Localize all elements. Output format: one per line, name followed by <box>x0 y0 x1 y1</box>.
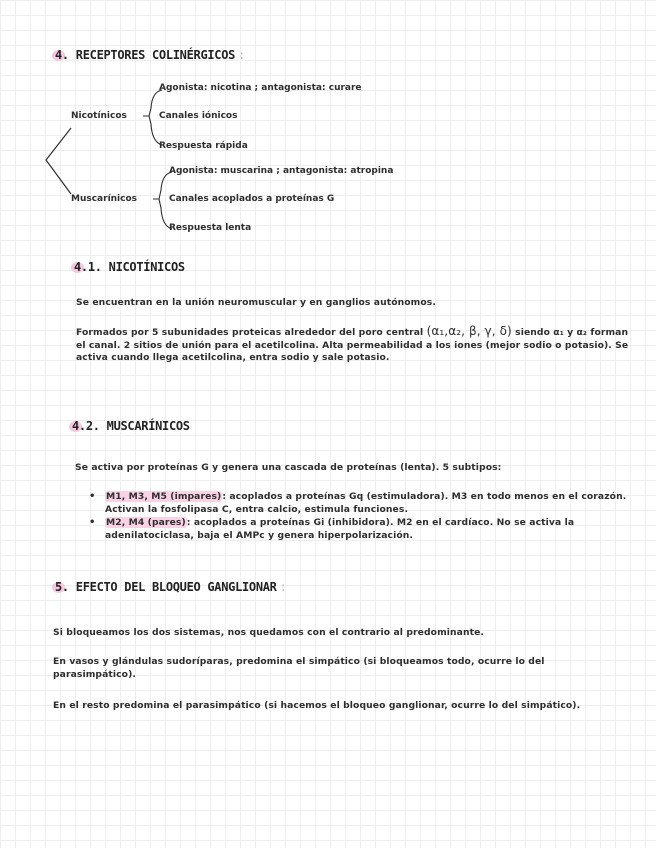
paragraph: Si bloqueamos los dos sistemas, nos quedamos con el contrario al predominante. <box>53 627 485 638</box>
tree-muscarinicos-item: Canales acoplados a proteínas G <box>169 194 335 204</box>
section-title: NICOTÍNICOS <box>108 260 185 274</box>
list-item <box>87 491 631 516</box>
paragraph-part: siendo α₁ y α₂ forman el canal. 2 sitios de unión para el acetilcolina. Alta permeabilidad a los iones (mejor sodio o potasio). Se activa cuando llega acetilcolina, entra sodio y sale potasio. <box>76 327 629 363</box>
paragraph-part: Formados por 5 subunidades proteicas alrededor del poro central <box>76 327 424 338</box>
tree-nicotinicos-item: Agonista: nicotina ; antagonista: curare <box>159 83 362 93</box>
section-number: 4. <box>55 48 69 62</box>
tree-braces <box>40 80 180 240</box>
section-42-heading <box>72 419 190 433</box>
tree-muscarinicos-item: Agonista: muscarina ; antagonista: atropina <box>169 166 394 176</box>
paragraph: Se encuentran en la unión neuromuscular y en ganglios autónomos. <box>76 297 436 308</box>
section-number: 5. <box>55 580 69 594</box>
paragraph <box>76 325 636 365</box>
highlight: M2, M4 (pares) <box>106 517 186 528</box>
section-title: RECEPTORES COLINÉRGICOS <box>75 48 236 62</box>
paragraph: En el resto predomina el parasimpático (si hacemos el bloqueo ganglionar, ocurre lo del simpático). <box>53 700 581 711</box>
tree-nicotinicos-label: Nicotínicos <box>71 111 127 121</box>
list-item-text: : acoplados a proteínas Gi (inhibidora). M2 en el cardíaco. No se activa la adenilatociclasa, baja el AMPc y genera hiperpolarización. <box>105 517 575 541</box>
section-number: 4.1. <box>74 260 102 274</box>
section-5-heading <box>55 580 287 594</box>
section-suffix: : <box>238 48 246 62</box>
section-4-heading <box>55 48 245 62</box>
tree-nicotinicos-item: Respuesta rápida <box>159 141 248 151</box>
list-item-text: : acoplados a proteínas Gq (estimuladora). M3 en todo menos en el corazón. Activan la fosfolipasa C, entra calcio, estimula funciones. <box>105 491 627 515</box>
greek-subunits: (α₁,α₂, β, γ, δ) <box>426 324 512 338</box>
bullet-list <box>77 491 631 543</box>
section-41-heading <box>74 260 185 274</box>
list-item <box>87 517 631 542</box>
section-number: 4.2. <box>72 419 100 433</box>
paragraph: En vasos y glándulas sudoríparas, predomina el simpático (si bloqueamos todo, ocurre lo del parasimpático). <box>53 656 545 680</box>
tree-muscarinicos-label: Muscarínicos <box>71 194 138 204</box>
section-title: MUSCARÍNICOS <box>106 419 190 433</box>
section-title: EFECTO DEL BLOQUEO GANGLIONAR <box>75 580 277 594</box>
tree-nicotinicos-item: Canales iónicos <box>159 111 238 121</box>
section-suffix: : <box>279 580 287 594</box>
tree-muscarinicos-item: Respuesta lenta <box>169 223 252 233</box>
highlight: M1, M3, M5 (impares) <box>106 491 222 502</box>
paragraph: Se activa por proteínas G y genera una cascada de proteínas (lenta). 5 subtipos: <box>75 462 502 473</box>
